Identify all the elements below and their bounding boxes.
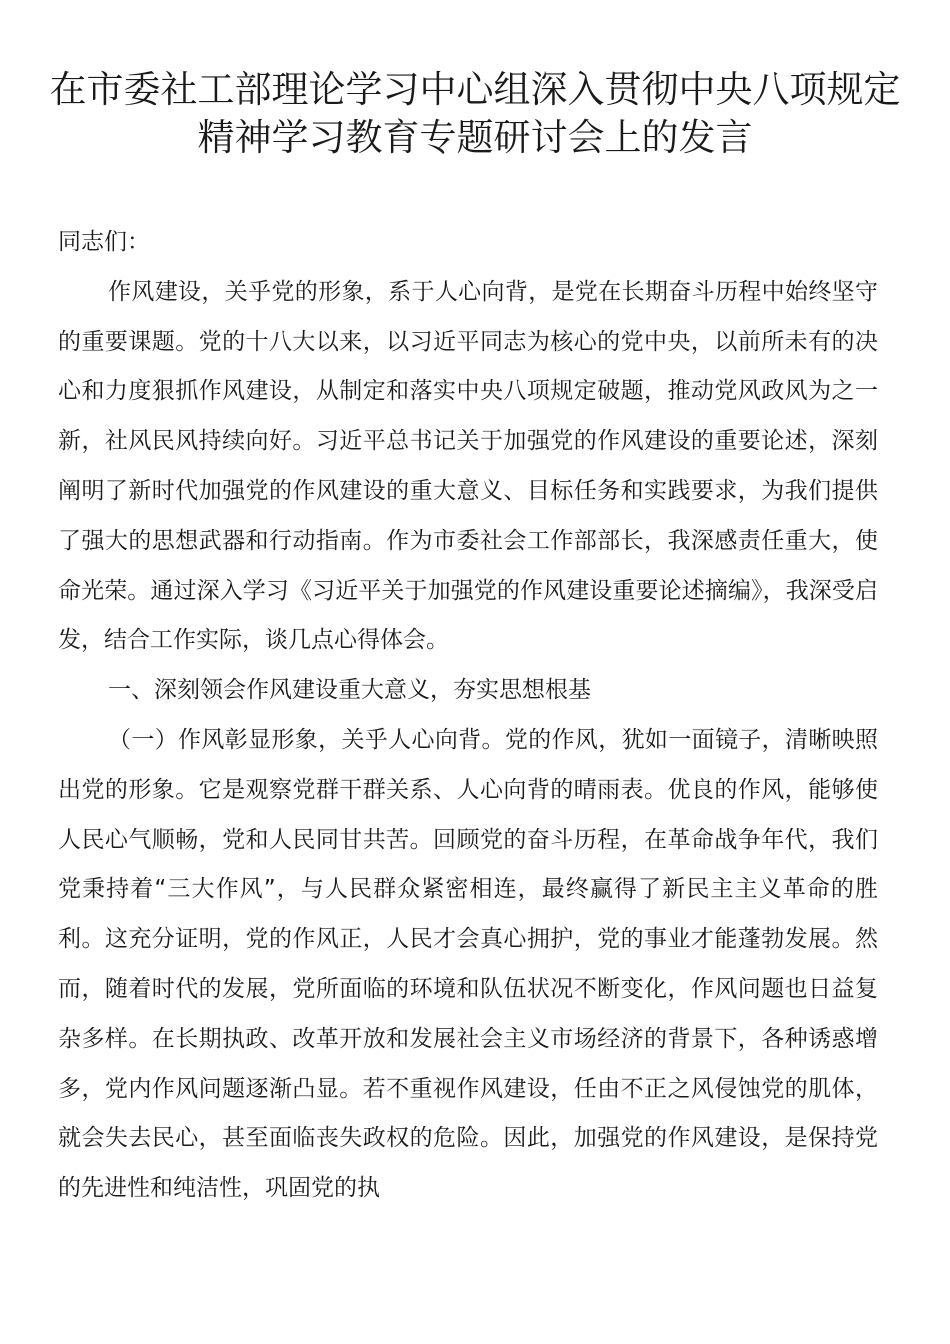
- salutation: 同志们：: [58, 229, 150, 255]
- title-line-2: 精神学习教育专题研讨会上的发言: [197, 116, 753, 159]
- section-heading-1: 一、深刻领会作风建设重大意义，夯实思想根基: [108, 677, 591, 704]
- paragraph-section-1-1: （一）作风彰显形象，关乎人心向背。党的作风，犹如一面镜子，清晰映照出党的形象。它是观察党群干群关系、人心向背的晴雨表。优良的作风，能够使人民心气顺畅，党和人民同甘共苦。回顾党的奋斗历程，在革命战争年代，我们党秉持着“三大作风”，与人民群众紧密相连，最终赢得了新民主主义革命的胜利。这充分证明，党的作风正，人民才会真心拥护，党的事业才能蓬勃发展。然而，随着时代的发展，党所面临的环境和队伍状况不断变化，作风问题也日益复杂多样。在长期执政、改革开放和发展社会主义市场经济的背景下，各种诱惑增多，党内作风问题逐渐凸显。若不重视作风建设，任由不正之风侵蚀党的肌体，就会失去民心，甚至面临丧失政权的危险。因此，加强党的作风建设，是保持党的先进性和纯洁性，巩固党的执: [58, 726, 878, 1202]
- document-title: [40, 66, 910, 162]
- document-body: [58, 218, 878, 1214]
- paragraph-intro: 作风建设，关乎党的形象，系于人心向背，是党在长期奋斗历程中始终坚守的重要课题。党的十八大以来，以习近平同志为核心的党中央，以前所未有的决心和力度狠抓作风建设，从制定和落实中央八项规定破题，推动党风政风为之一新，社风民风持续向好。习近平总书记关于加强党的作风建设的重要论述，深刻阐明了新时代加强党的作风建设的重大意义、目标任务和实践要求，为我们提供了强大的思想武器和行动指南。作为市委社会工作部部长，我深感责任重大，使命光荣。通过深入学习《习近平关于加强党的作风建设重要论述摘编》，我深受启发，结合工作实际，谈几点心得体会。: [58, 278, 878, 654]
- title-line-1: 在市委社工部理论学习中心组深入贯彻中央八项规定: [49, 68, 901, 111]
